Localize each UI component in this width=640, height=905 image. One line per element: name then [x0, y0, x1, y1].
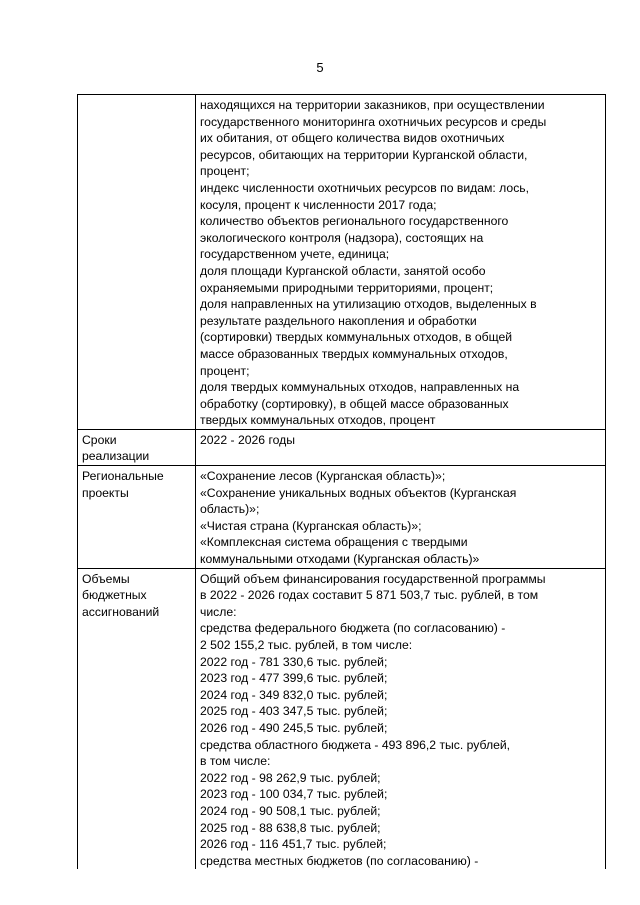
row-content-line: 2022 год - 781 330,6 тыс. рублей; — [200, 654, 388, 669]
row-content-line: 2022 год - 98 262,9 тыс. рублей; — [200, 770, 381, 785]
row-content-line: (сортировки) твердых коммунальных отходов, в общей — [200, 330, 513, 345]
row-content-line: ресурсов, обитающих на территории Курганской области, — [200, 147, 528, 162]
row-content-line: 2024 год - 90 508,1 тыс. рублей; — [200, 803, 381, 818]
program-passport-table — [77, 94, 606, 869]
row-content-line: доля площади Курганской области, занятой особо — [200, 263, 486, 278]
row-content-line: обработку (сортировку), в общей массе образованных — [200, 396, 509, 411]
row-content-line: «Сохранение уникальных водных объектов (Курганская — [200, 485, 517, 500]
row-content-line: числе: — [200, 604, 237, 619]
row-content-line: 2026 год - 490 245,5 тыс. рублей; — [200, 720, 388, 735]
row-label-line: ассигнований — [82, 604, 160, 619]
row-content-line: средства областного бюджета - 493 896,2 тыс. рублей, — [200, 737, 511, 752]
row-content-line: 2023 год - 100 034,7 тыс. рублей; — [200, 787, 388, 802]
row-content-line: твердых коммунальных отходов, процент — [200, 413, 436, 428]
row-content-line: доля твердых коммунальных отходов, направленных на — [200, 380, 520, 395]
table-row — [78, 568, 606, 869]
row-label-cell — [78, 466, 196, 569]
row-label-line: проекты — [82, 485, 129, 500]
row-content-line: государственном учете, единица; — [200, 247, 390, 262]
row-content-line: «Сохранение лесов (Курганская область)»; — [200, 469, 446, 484]
row-label-cell — [78, 95, 196, 430]
row-content-line: индекс численности охотничьих ресурсов по видам: лось, — [200, 180, 530, 195]
row-content-line: 2025 год - 88 638,8 тыс. рублей; — [200, 820, 381, 835]
row-content-line: охраняемыми природными территориями, процент; — [200, 280, 494, 295]
row-content-line: «Чистая страна (Курганская область)»; — [200, 518, 422, 533]
row-content-line: Общий объем финансирования государственной программы — [200, 571, 546, 586]
row-content-line: средства федерального бюджета (по согласованию) - — [200, 621, 506, 636]
row-content-line: 2023 год - 477 399,6 тыс. рублей; — [200, 671, 388, 686]
row-content-line: количество объектов регионального государственного — [200, 214, 509, 229]
row-label-line: бюджетных — [82, 588, 147, 603]
row-content-line: массе образованных твердых коммунальных отходов, — [200, 346, 508, 361]
row-content-cell — [196, 466, 606, 569]
table-row — [78, 95, 606, 430]
row-content-line: находящихся на территории заказников, при осуществлении — [200, 98, 545, 112]
page-number: 5 — [316, 60, 324, 75]
row-label-line: Сроки — [82, 432, 117, 447]
row-content-line: в том числе: — [200, 754, 271, 769]
row-label-line: Региональные — [82, 469, 164, 484]
table-row — [78, 429, 606, 465]
row-content-line: процент; — [200, 164, 250, 179]
row-content-line: их обитания, от общего количества видов охотничьих — [200, 131, 505, 146]
row-content-line: доля направленных на утилизацию отходов, выделенных в — [200, 297, 537, 312]
row-content-cell — [196, 429, 606, 465]
row-content-line: 2022 - 2026 годы — [200, 432, 296, 447]
row-content-line: 2026 год - 116 451,7 тыс. рублей; — [200, 837, 387, 852]
row-content-cell — [196, 95, 606, 430]
table-row — [78, 466, 606, 569]
row-label-cell — [78, 568, 196, 869]
row-content-line: в 2022 - 2026 годах составит 5 871 503,7 тыс. рублей, в том — [200, 588, 539, 603]
row-content-line: экологического контроля (надзора), состоящих на — [200, 230, 484, 245]
row-content-line: средства местных бюджетов (по согласованию) - — [200, 853, 479, 868]
row-content-line: процент; — [200, 363, 250, 378]
row-content-cell — [196, 568, 606, 869]
row-content-line: государственного мониторинга охотничьих ресурсов и среды — [200, 114, 547, 129]
row-content-line: коммунальными отходами (Курганская область)» — [200, 552, 480, 567]
row-label-cell — [78, 429, 196, 465]
row-content-line: 2 502 155,2 тыс. рублей, в том числе: — [200, 638, 413, 652]
row-content-line: 2024 год - 349 832,0 тыс. рублей; — [200, 687, 388, 702]
row-content-line: «Комплексная система обращения с твердыми — [200, 535, 468, 550]
row-content-line: область)»; — [200, 502, 260, 517]
row-label-line: Объемы — [82, 571, 130, 586]
row-content-line: 2025 год - 403 347,5 тыс. рублей; — [200, 704, 388, 719]
row-content-line: результате раздельного накопления и обработки — [200, 313, 477, 328]
row-content-line: косуля, процент к численности 2017 года; — [200, 197, 437, 212]
row-label-line: реализации — [82, 449, 150, 464]
table-body — [78, 95, 606, 870]
